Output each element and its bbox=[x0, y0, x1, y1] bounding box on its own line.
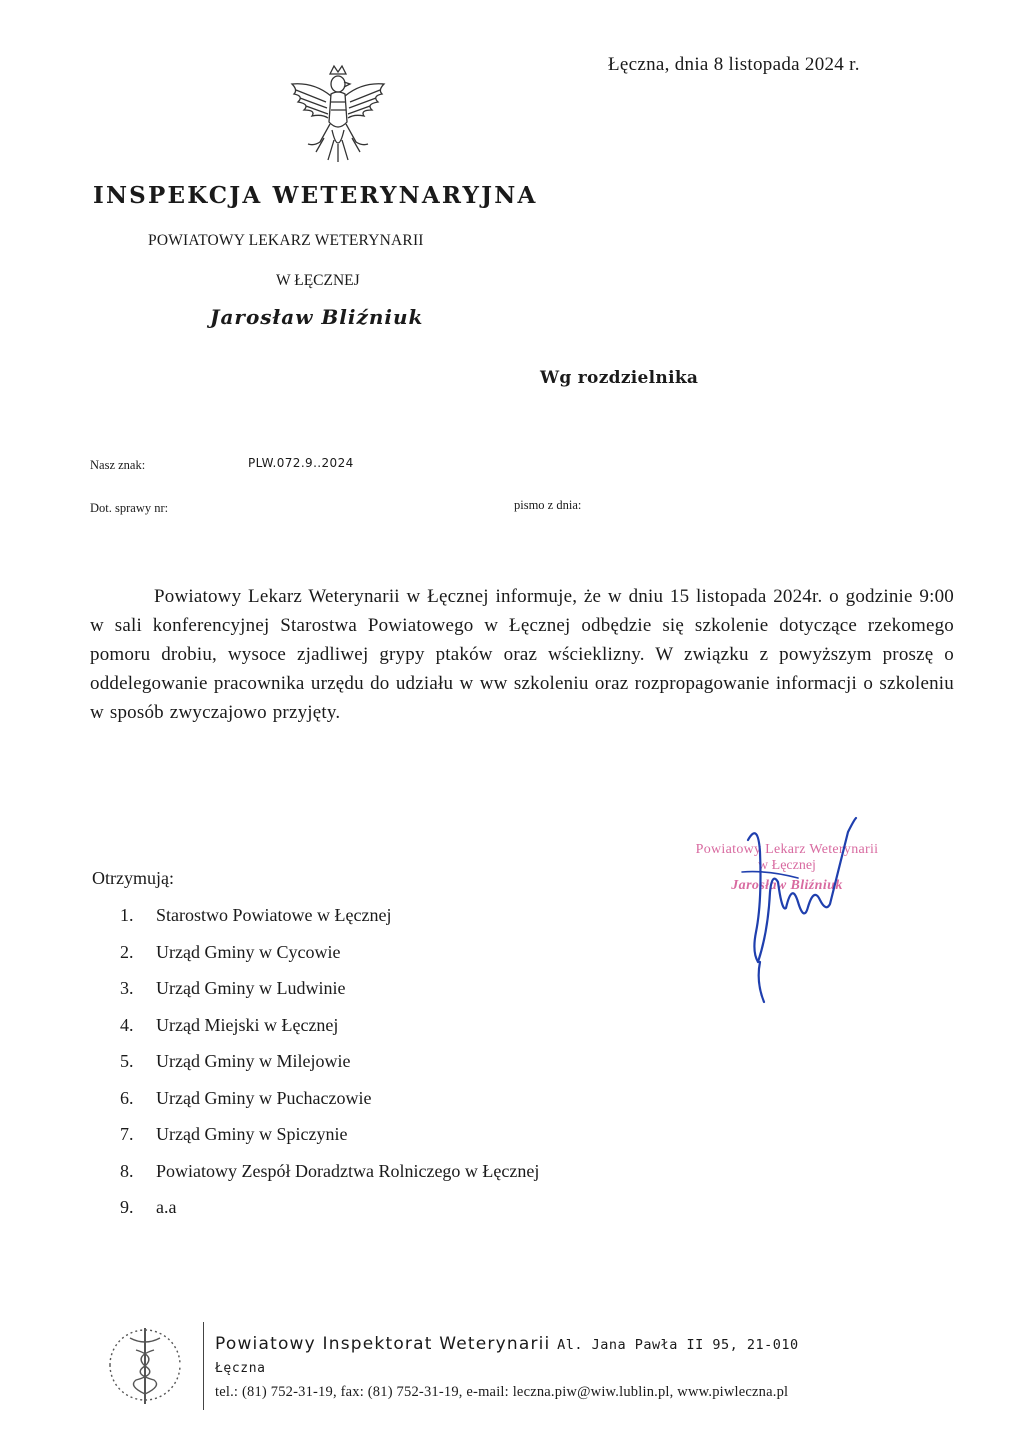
footer-institution bbox=[215, 1334, 799, 1354]
list-item-number: 4. bbox=[120, 1014, 134, 1035]
polish-eagle-emblem-icon bbox=[284, 60, 392, 168]
institution-title: INSPEKCJA WETERYNARYJNA bbox=[93, 182, 538, 209]
list-item bbox=[120, 1153, 539, 1190]
case-number-label: Dot. sprawy nr: bbox=[90, 501, 169, 515]
list-item bbox=[120, 897, 539, 934]
our-ref-value: PLW.072.9..2024 bbox=[248, 456, 354, 470]
stamp-line-name: Jarosław Bliźniuk bbox=[731, 878, 843, 893]
list-item-number: 2. bbox=[120, 941, 134, 962]
list-item-text: a.a bbox=[156, 1197, 177, 1217]
letter-date-label: pismo z dnia: bbox=[514, 498, 582, 512]
institution-office: POWIATOWY LEKARZ WETERYNARII bbox=[148, 232, 424, 249]
list-item-text: Urząd Gminy w Spiczynie bbox=[156, 1124, 348, 1144]
list-item-text: Starostwo Powiatowe w Łęcznej bbox=[156, 905, 392, 925]
letter-date: Łęczna, dnia 8 listopada 2024 r. bbox=[608, 54, 860, 75]
list-item-number: 7. bbox=[120, 1124, 134, 1144]
list-item bbox=[120, 1043, 539, 1080]
list-item bbox=[120, 934, 539, 971]
stamp-line-location: w Łęcznej bbox=[758, 858, 816, 873]
footer-address: Al. Jana Pawła II 95, 21-010 bbox=[557, 1337, 799, 1353]
officer-name: Jarosław Bliźniuk bbox=[210, 305, 424, 329]
handwritten-signature bbox=[708, 812, 888, 1012]
footer-name: Powiatowy Inspektorat Weterynarii bbox=[215, 1334, 551, 1354]
list-item-text: Urząd Miejski w Łęcznej bbox=[156, 1014, 339, 1035]
our-ref-label: Nasz znak: bbox=[90, 458, 146, 472]
footer-city: Łęczna bbox=[215, 1361, 266, 1376]
list-item bbox=[120, 1189, 539, 1226]
list-item-number: 1. bbox=[120, 905, 134, 925]
list-item-text: Urząd Gminy w Milejowie bbox=[156, 1051, 351, 1071]
caduceus-logo-icon bbox=[100, 1320, 190, 1410]
list-item-number: 8. bbox=[120, 1160, 134, 1181]
footer-divider bbox=[203, 1322, 204, 1410]
receivers-title: Otrzymują: bbox=[92, 868, 174, 888]
stamp-line-office: Powiatowy Lekarz Weterynarii bbox=[695, 842, 879, 857]
footer-contact: tel.: (81) 752-31-19, fax: (81) 752-31-19, e-mail: leczna.piw@wiw.lublin.pl, www.piwleczna.pl bbox=[215, 1384, 789, 1400]
list-item bbox=[120, 1116, 539, 1153]
list-item-text: Urząd Gminy w Ludwinie bbox=[156, 978, 346, 998]
list-item-number: 3. bbox=[120, 978, 134, 998]
list-item-number: 9. bbox=[120, 1197, 134, 1217]
list-item-text: Powiatowy Zespół Doradztwa Rolniczego w Łęcznej bbox=[156, 1160, 540, 1181]
recipient-header: Wg rozdzielnika bbox=[540, 368, 699, 388]
institution-location: W ŁĘCZNEJ bbox=[276, 272, 360, 289]
list-item bbox=[120, 1007, 539, 1044]
list-item bbox=[120, 970, 539, 1007]
list-item-number: 5. bbox=[120, 1051, 134, 1071]
list-item-number: 6. bbox=[120, 1087, 134, 1108]
list-item-text: Urząd Gminy w Cycowie bbox=[156, 941, 341, 962]
list-item-text: Urząd Gminy w Puchaczowie bbox=[156, 1087, 372, 1108]
letter-body: Powiatowy Lekarz Weterynarii w Łęcznej informuje, że w dniu 15 listopada 2024r. o godzinie 9:00 w sali konferencyjnej Starostwa Powiatowego w Łęcznej odbędzie się szkolenie dotyczące rzekomego pomoru drobiu, wysoce zjadliwej grypy ptaków oraz wścieklizny. W związku z powyższym proszę o oddelegowanie pracownika urzędu do udziału w ww szkoleniu oraz rozpropagowanie informacji o szkoleniu w sposób zwyczajowo przyjęty. bbox=[90, 586, 954, 723]
list-item bbox=[120, 1080, 539, 1117]
receivers-list bbox=[120, 897, 539, 1226]
